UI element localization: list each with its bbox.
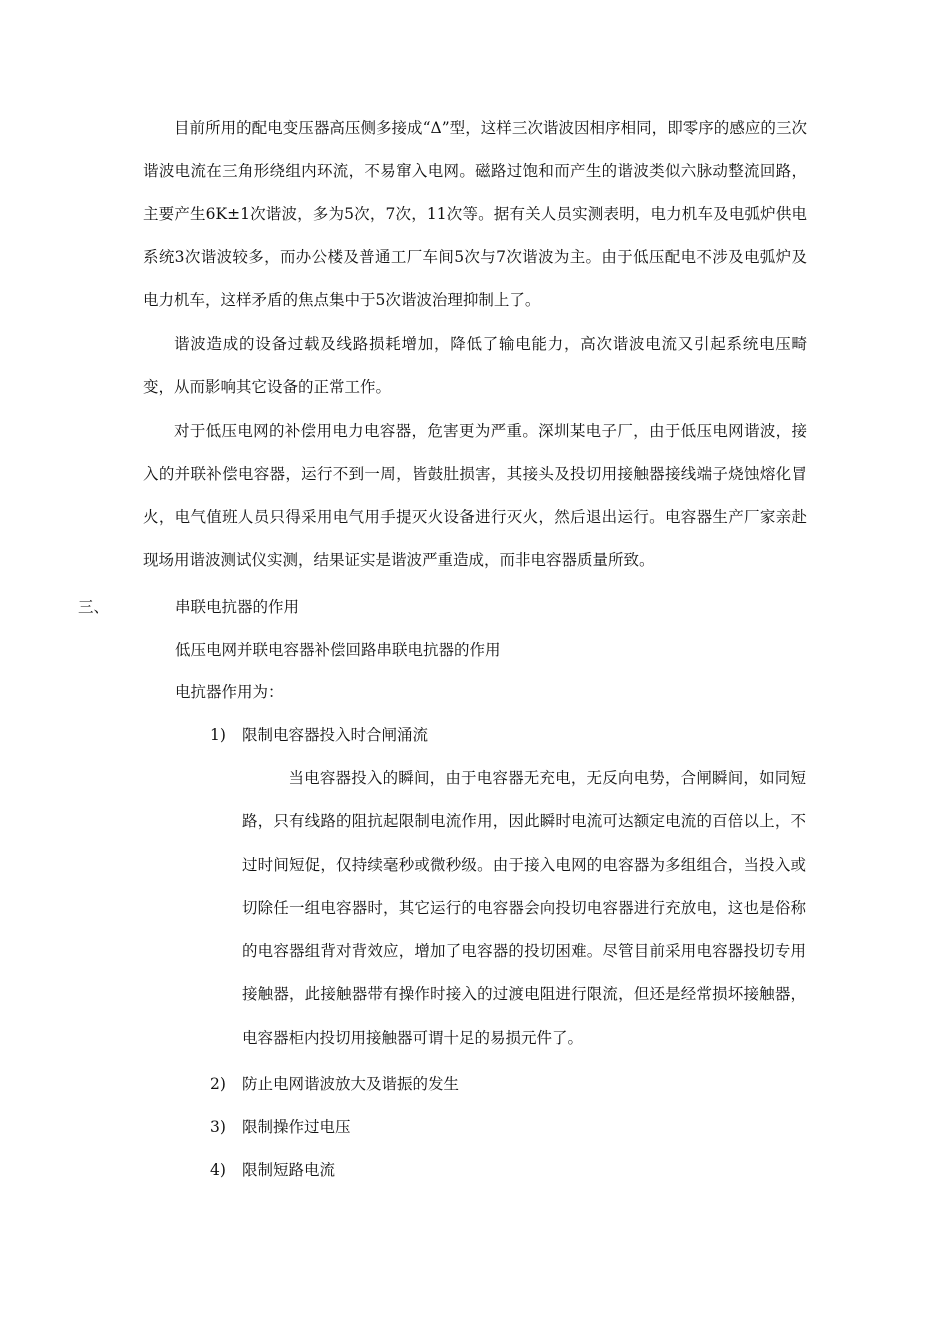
list-item-label: 限制短路电流 [242,1161,336,1179]
list-item-number: 4) [210,1161,226,1179]
section-subtitle: 低压电网并联电容器补偿回路串联电抗器的作用 [175,641,501,659]
list-item-label: 限制电容器投入时合闸涌流 [242,726,429,744]
list-item-number: 3) [210,1118,226,1136]
paragraph-harmonic-sources: 目前所用的配电变压器高压侧多接成“Δ”型，这样三次谐波因相序相同，即零序的感应的三次谐波电流在三角形绕组内环流，不易窜入电网。磁路过饱和而产生的谐波类似六脉动整流回路，主要产生6K±1次谐波，多为5次，7次，11次等。据有关人员实测表明，电力机车及电弧炉供电系统3次谐波较多，而办公楼及普通工厂车间5次与7次谐波为主。由于低压配电不涉及电弧炉及电力机车，这样矛盾的焦点集中于5次谐波治理抑制上了。 [143,119,807,309]
list-item-number: 2) [210,1075,226,1093]
section-number: 三、 [78,598,110,616]
list-item-label: 防止电网谐波放大及谐振的发生 [242,1075,460,1093]
paragraph-harmonic-effects: 谐波造成的设备过载及线路损耗增加，降低了输电能力，高次谐波电流又引起系统电压畸变，从而影响其它设备的正常工作。 [143,335,807,396]
list-item-detail: 当电容器投入的瞬间，由于电容器无充电，无反向电势，合闸瞬间，如同短路，只有线路的阻抗起限制电流作用，因此瞬时电流可达额定电流的百倍以上，不过时间短促，仅持续毫秒或微秒级。由于接入电网的电容器为多组组合，当投入或切除任一组电容器时，其它运行的电容器会向投切电容器进行充放电，这也是俗称的电容器组背对背效应，增加了电容器的投切困难。尽管目前采用电容器投切专用接触器，此接触器带有操作时接入的过渡电阻进行限流，但还是经常损坏接触器，电容器柜内投切用接触器可谓十足的易损元件了。 [242,769,806,1047]
section-title: 串联电抗器的作用 [175,598,300,616]
section-intro: 电抗器作用为： [175,683,284,701]
paragraph-capacitor-damage: 对于低压电网的补偿用电力电容器，危害更为严重。深圳某电子厂，由于低压电网谐波，接入的并联补偿电容器，运行不到一周，皆鼓肚损害，其接头及投切用接触器接线端子烧蚀熔化冒火，电气值班人员只得采用电气用手提灭火设备进行灭火，然后退出运行。电容器生产厂家亲赴现场用谐波测试仪实测，结果证实是谐波严重造成，而非电容器质量所致。 [143,422,807,569]
list-item-number: 1) [210,726,226,744]
list-item-label: 限制操作过电压 [242,1118,351,1136]
